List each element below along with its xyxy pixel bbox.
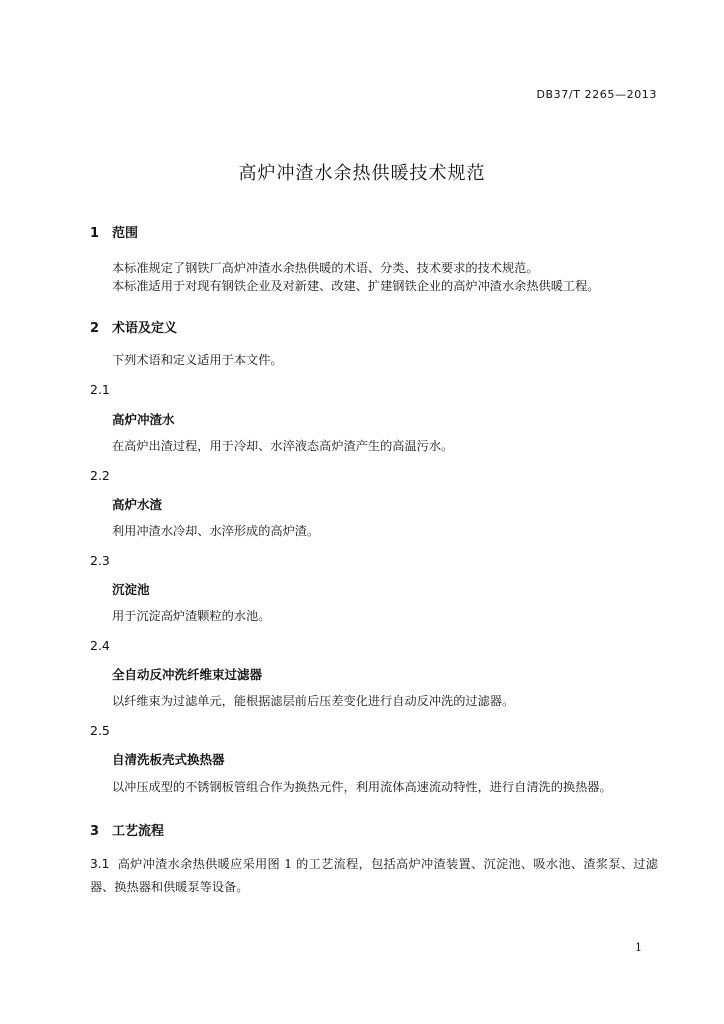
term-definition: 用于沉淀高炉渣颗粒的水池。 bbox=[112, 609, 271, 623]
term-definition: 利用冲渣水冷却、水淬形成的高炉渣。 bbox=[112, 524, 320, 538]
clause-text: 高炉冲渣水余热供暖应采用图 1 的工艺流程，包括高炉冲渣装置、沉淀池、吸水池、渣浆泵、过滤器、换热器和供暖泵等设备。 bbox=[90, 857, 658, 894]
section-2-heading bbox=[90, 317, 177, 336]
term-number: 2.5 bbox=[90, 723, 110, 738]
standard-code: DB37/T 2265—2013 bbox=[536, 88, 657, 101]
term-definition: 以纤维束为过滤单元，能根据滤层前后压差变化进行自动反冲洗的过滤器。 bbox=[112, 694, 515, 708]
section-3-heading bbox=[90, 820, 164, 839]
scope-line-2: 本标准适用于对现有钢铁企业及对新建、改建、扩建钢铁企业的高炉冲渣水余热供暖工程。 bbox=[112, 279, 600, 293]
term-number: 2.2 bbox=[90, 468, 110, 483]
section-title: 术语及定义 bbox=[112, 321, 178, 336]
terms-intro: 下列术语和定义适用于本文件。 bbox=[112, 353, 283, 367]
term-name: 高炉水渣 bbox=[112, 497, 163, 512]
document-title: 高炉冲渣水余热供暖技术规范 bbox=[238, 163, 486, 184]
term-definition: 在高炉出渣过程，用于冷却、水淬液态高炉渣产生的高温污水。 bbox=[112, 439, 454, 453]
term-name: 沉淀池 bbox=[112, 582, 150, 597]
section-1-heading bbox=[90, 222, 138, 241]
term-name: 高炉冲渣水 bbox=[112, 412, 175, 427]
page-number: 1 bbox=[635, 941, 642, 954]
scope-line-1: 本标准规定了钢铁厂高炉冲渣水余热供暖的术语、分类、技术要求的技术规范。 bbox=[112, 261, 539, 275]
section-number: 3 bbox=[90, 824, 100, 839]
term-number: 2.4 bbox=[90, 638, 110, 653]
term-name: 全自动反冲洗纤维束过滤器 bbox=[112, 667, 263, 682]
clause-3-1 bbox=[90, 853, 658, 899]
section-number: 2 bbox=[90, 321, 100, 336]
section-title: 范围 bbox=[112, 226, 139, 241]
term-number: 2.1 bbox=[90, 382, 110, 397]
section-title: 工艺流程 bbox=[112, 824, 165, 839]
term-definition: 以冲压成型的不锈钢板管组合作为换热元件，利用流体高速流动特性，进行自清洗的换热器。 bbox=[112, 780, 612, 794]
term-number: 2.3 bbox=[90, 553, 110, 568]
section-number: 1 bbox=[90, 226, 100, 241]
clause-number: 3.1 bbox=[90, 857, 110, 871]
term-name: 自清洗板壳式换热器 bbox=[112, 752, 225, 767]
